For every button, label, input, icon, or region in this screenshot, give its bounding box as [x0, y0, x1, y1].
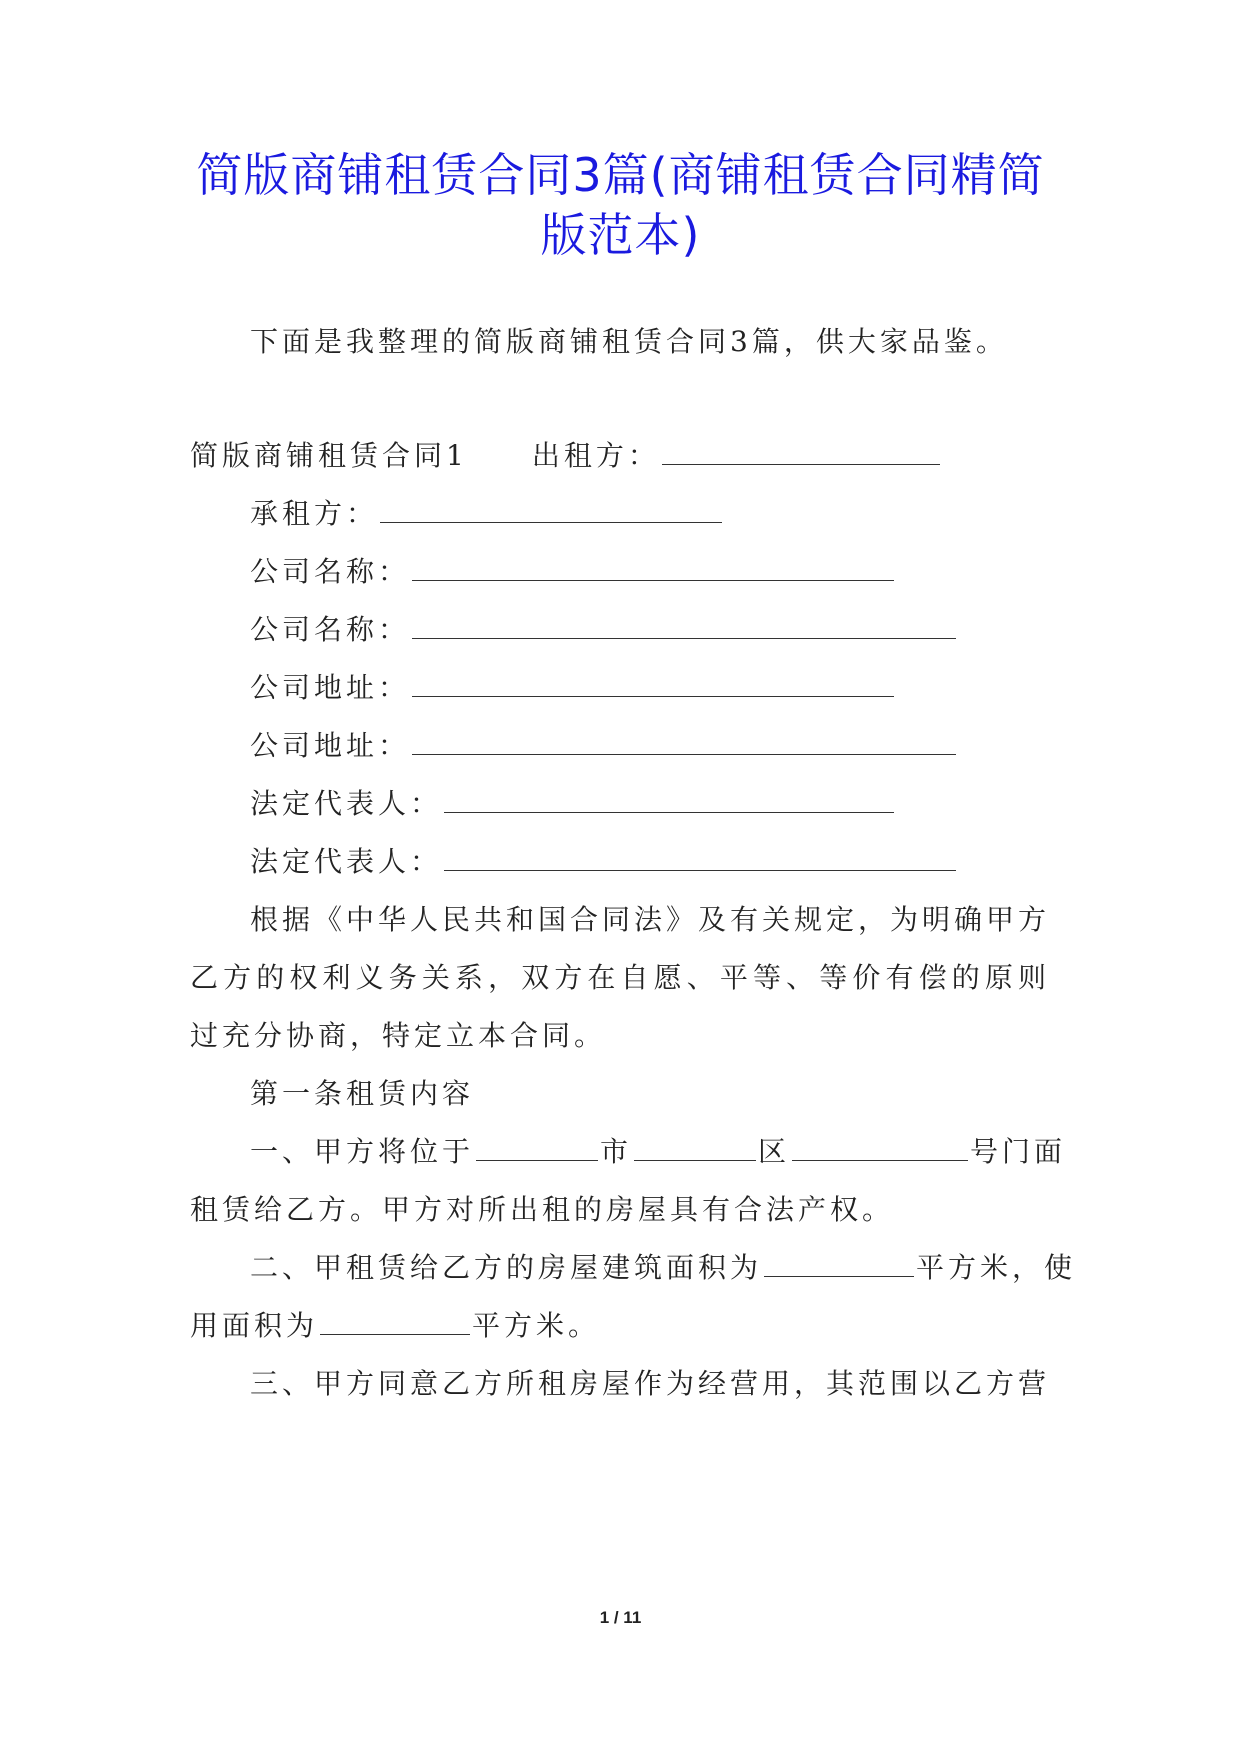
title-line-1: 简版商铺租赁合同3篇(商铺租赁合同精简: [196, 148, 1045, 202]
lessee-label: 承租方：: [250, 497, 379, 530]
document-title: [150, 145, 1091, 265]
clause-1-line-1: [250, 1132, 1110, 1172]
usable-area-blank: [320, 1308, 470, 1335]
lessor-blank: [662, 438, 940, 465]
clause-1-line-2: 租赁给乙方。甲方对所出租的房屋具有合法产权。: [190, 1193, 895, 1226]
clause-3-line-1: 三、甲方同意乙方所租房屋作为经营用，其范围以乙方营: [250, 1367, 1050, 1400]
company-name-blank-2: [412, 612, 956, 639]
clause-1-district: 区: [758, 1135, 791, 1168]
number-blank: [792, 1134, 968, 1161]
company-name-line-2: [250, 610, 1110, 650]
clause-2-line-2: [190, 1306, 1050, 1346]
preamble-line-1: 根据《中华人民共和国合同法》及有关规定，为明确甲方: [250, 903, 1050, 936]
legal-rep-blank-1: [444, 786, 894, 813]
company-name-label-1: 公司名称：: [250, 555, 411, 588]
clause-2-line-2-suffix: 平方米。: [472, 1309, 601, 1342]
company-address-line-2: [250, 726, 1110, 766]
company-address-blank-1: [412, 670, 894, 697]
district-blank: [634, 1134, 756, 1161]
legal-rep-line-2: [250, 842, 1110, 882]
lessor-line: [190, 436, 1050, 476]
legal-rep-blank-2: [444, 844, 956, 871]
building-area-blank: [764, 1250, 914, 1277]
legal-rep-label-2: 法定代表人：: [250, 845, 443, 878]
company-address-label-1: 公司地址：: [250, 671, 411, 704]
preamble-line-2: 乙方的权利义务关系，双方在自愿、平等、等价有偿的原则: [190, 961, 1050, 994]
clause-1-city: 市: [600, 1135, 633, 1168]
legal-rep-label-1: 法定代表人：: [250, 787, 443, 820]
clause-2-prefix: 二、甲租赁给乙方的房屋建筑面积为: [250, 1251, 763, 1284]
lessee-line: [250, 494, 1110, 534]
company-address-line-1: [250, 668, 1110, 708]
legal-rep-line-1: [250, 784, 1110, 824]
company-name-blank-1: [412, 554, 894, 581]
lessee-blank: [380, 496, 722, 523]
company-name-line-1: [250, 552, 1110, 592]
page-number: 1 / 11: [599, 1608, 642, 1627]
company-address-label-2: 公司地址：: [250, 729, 411, 762]
lessor-label: 出租方：: [531, 439, 660, 472]
clause-2-line-2-prefix: 用面积为: [190, 1309, 319, 1342]
intro-paragraph: 下面是我整理的简版商铺租赁合同3篇，供大家品鉴。: [250, 325, 1008, 358]
contract-heading: 简版商铺租赁合同1: [190, 439, 468, 472]
preamble-line-3: 过充分协商，特定立本合同。: [190, 1019, 607, 1052]
article-1-title: 第一条租赁内容: [250, 1077, 475, 1110]
company-address-blank-2: [412, 728, 956, 755]
clause-2-suffix: 平方米，使: [916, 1251, 1077, 1284]
company-name-label-2: 公司名称：: [250, 613, 411, 646]
clause-1-prefix: 一、甲方将位于: [250, 1135, 475, 1168]
city-blank: [476, 1134, 598, 1161]
clause-1-suffix: 号门面: [970, 1135, 1067, 1168]
title-line-2: 版范本): [540, 208, 701, 262]
clause-2-line-1: [250, 1248, 1110, 1288]
